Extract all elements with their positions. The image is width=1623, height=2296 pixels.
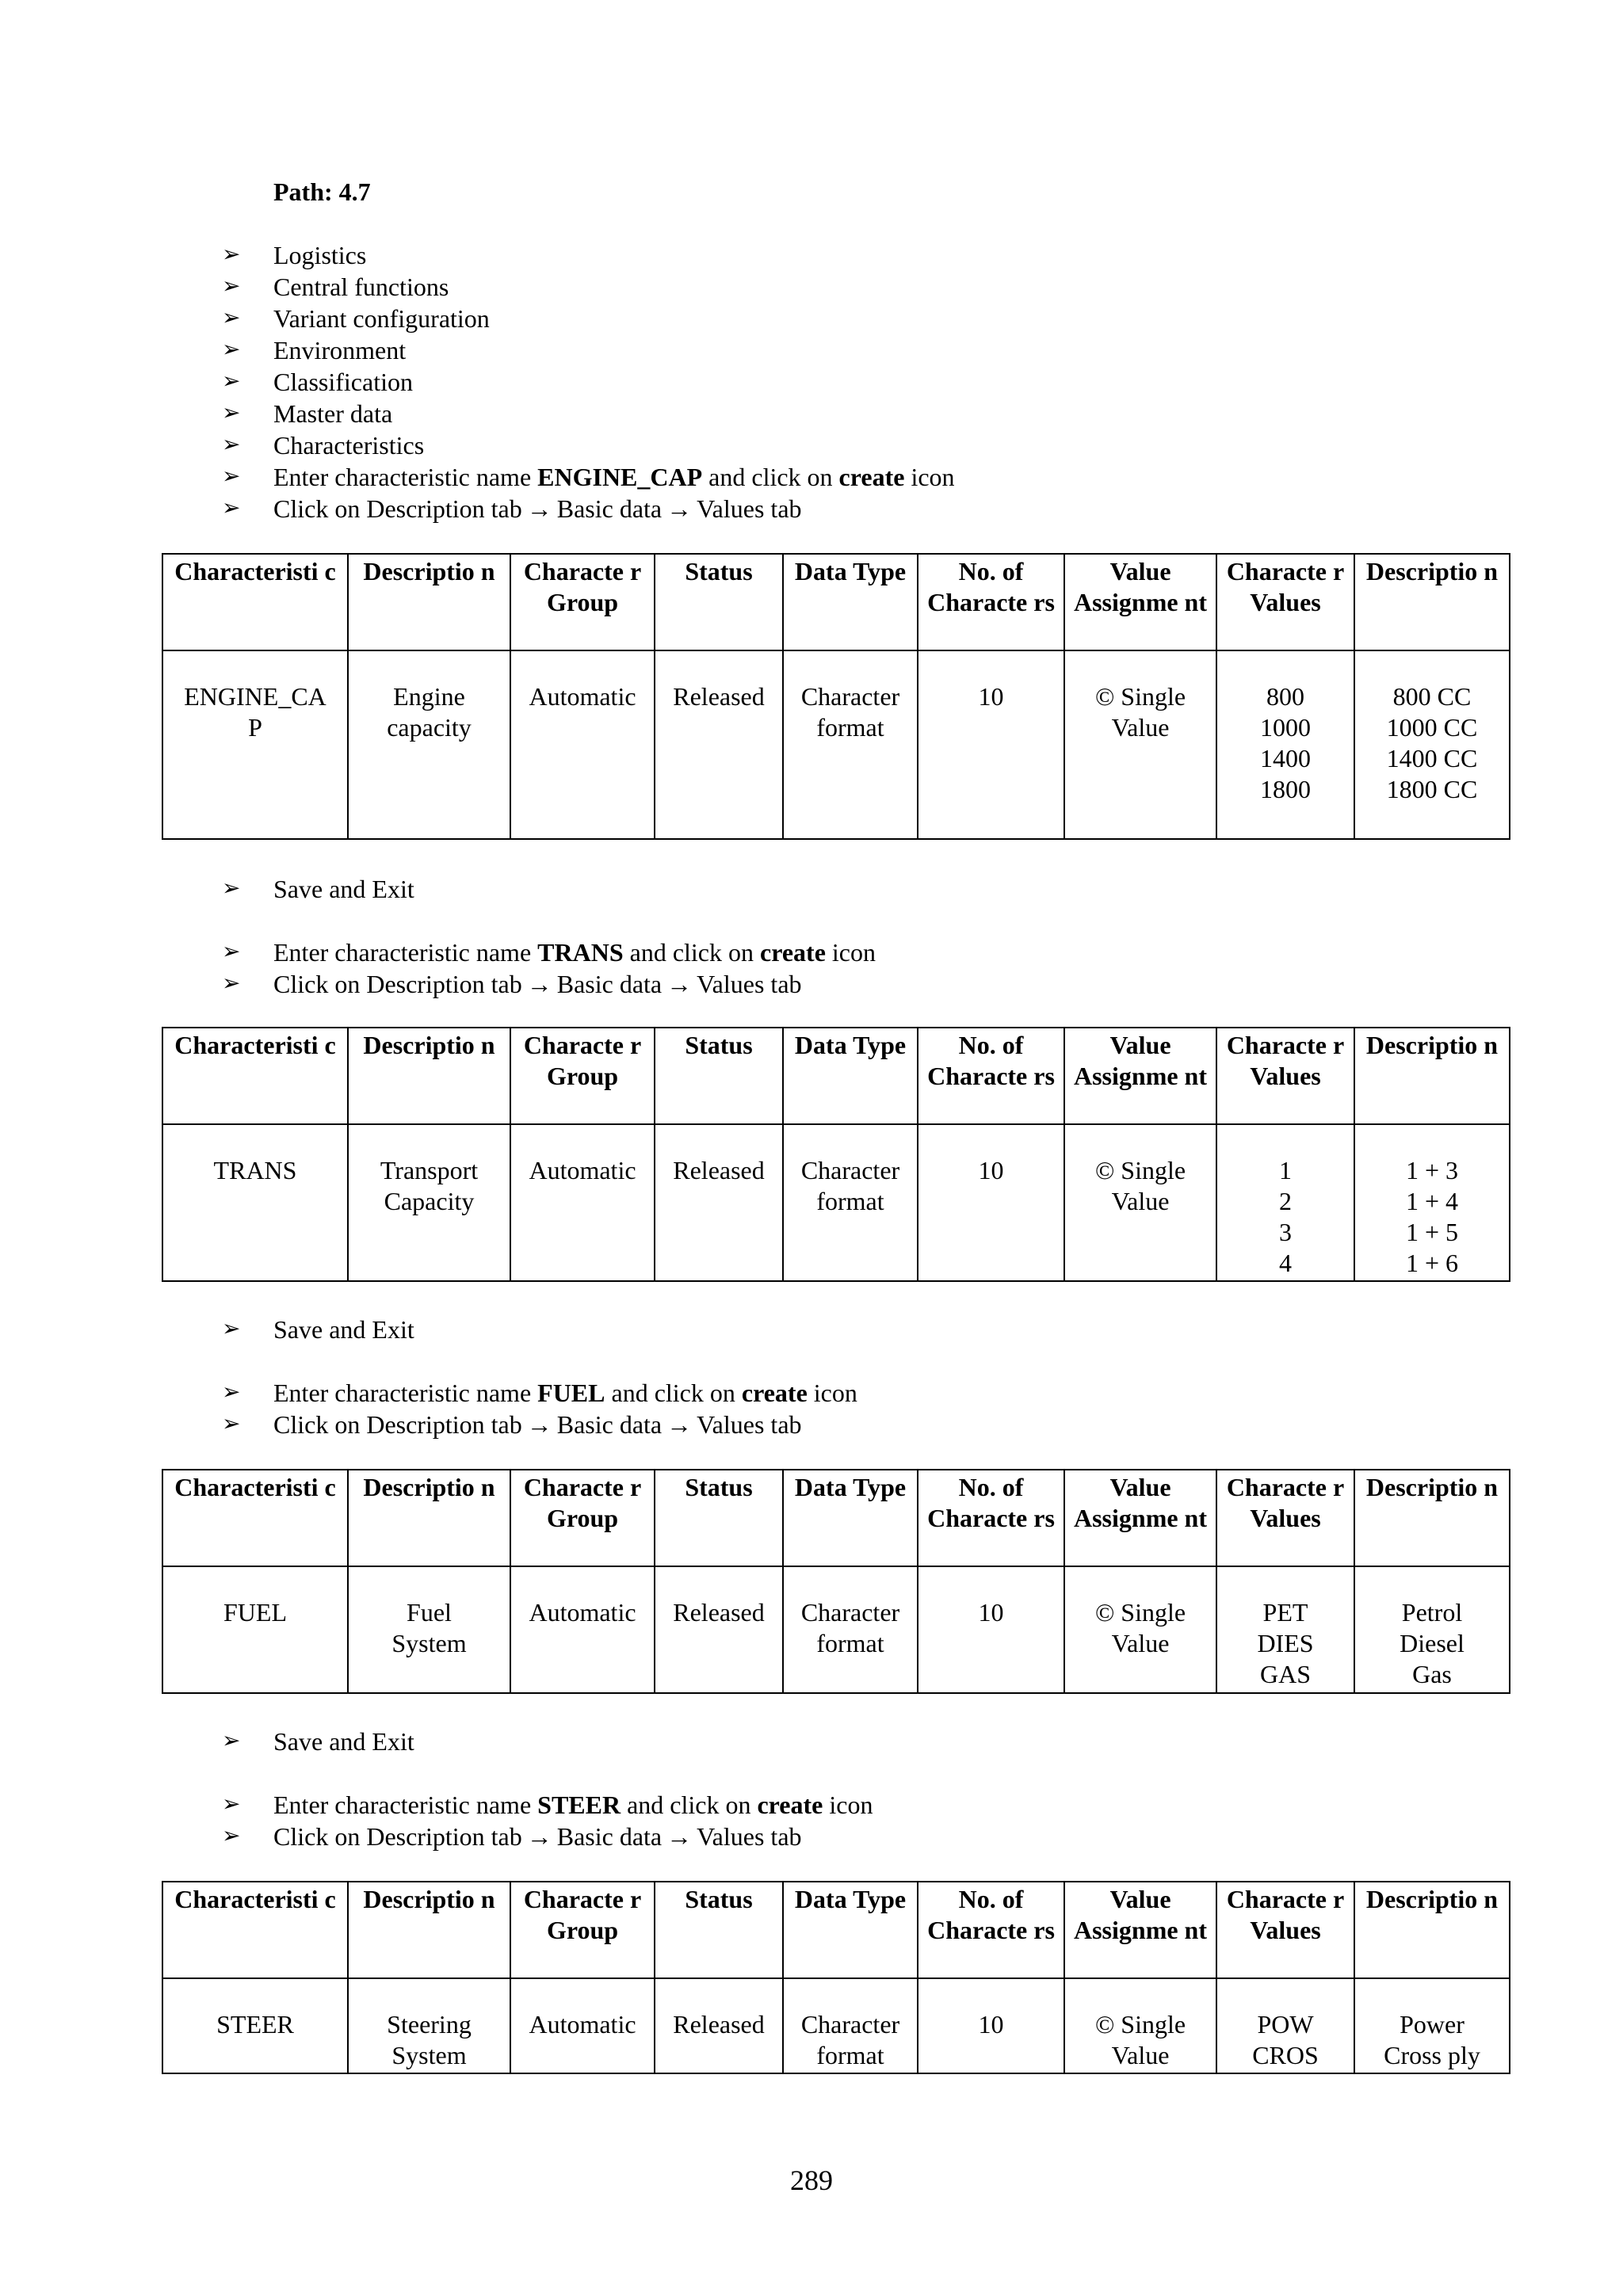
group-cell: Automatic: [510, 650, 655, 839]
assignment-cell: © Single Value: [1064, 1566, 1216, 1693]
column-header: Descriptio n: [1354, 554, 1510, 650]
status-cell: Released: [655, 1566, 783, 1693]
column-header: No. of Characte rs: [918, 1882, 1064, 1978]
description-cell: Fuel System: [348, 1566, 510, 1693]
characteristic-cell: TRANS: [162, 1124, 348, 1281]
column-header: Value Assignme nt: [1064, 1470, 1216, 1566]
section-steps-trans: [222, 936, 876, 1000]
value-description-cell: Petrol Diesel Gas: [1354, 1566, 1510, 1693]
group-cell: Automatic: [510, 1978, 655, 2073]
description-cell: Transport Capacity: [348, 1124, 510, 1281]
bullet-arrow-icon: ➢: [222, 496, 241, 521]
value-description-cell: Power Cross ply: [1354, 1978, 1510, 2073]
column-header: Status: [655, 1028, 783, 1124]
characteristic-cell: STEER: [162, 1978, 348, 2073]
column-header: Characte r Group: [510, 1470, 655, 1566]
table-row: [162, 650, 1510, 839]
page-number: 289: [790, 2164, 833, 2196]
column-header: Descriptio n: [1354, 1028, 1510, 1124]
bullet-arrow-icon: ➢: [222, 1380, 241, 1405]
bullet-arrow-icon: ➢: [222, 338, 241, 362]
column-header: Characteristi c: [162, 1028, 348, 1124]
column-header: Status: [655, 1470, 783, 1566]
column-header: Characteristi c: [162, 1470, 348, 1566]
column-header: Characteristi c: [162, 554, 348, 650]
num-chars-cell: 10: [918, 650, 1064, 839]
table-row: [162, 1978, 1510, 2073]
nav-step: ➢ Environment: [222, 336, 407, 364]
column-header: Data Type: [783, 554, 918, 650]
description-cell: Engine capacity: [348, 650, 510, 839]
values-cell: PET DIES GAS: [1216, 1566, 1354, 1693]
bullet-arrow-icon: ➢: [222, 401, 241, 425]
table-header-row: [162, 1028, 1510, 1124]
column-header: Status: [655, 1882, 783, 1978]
column-header: Descriptio n: [1354, 1882, 1510, 1978]
description-tab-step: ➢ Click on Description tab → Basic data → Values tab: [222, 970, 802, 998]
save-step: [222, 1726, 414, 1757]
save-step: [222, 873, 414, 905]
column-header: Characte r Values: [1216, 1882, 1354, 1978]
table-header-row: [162, 1882, 1510, 1978]
nav-step: ➢ Logistics: [222, 241, 367, 269]
value-description-cell: 800 CC 1000 CC 1400 CC 1800 CC: [1354, 650, 1510, 839]
right-arrow-icon: →: [526, 1822, 552, 1851]
create-characteristic-step: ➢ Enter characteristic name FUEL and click on create icon: [222, 1379, 857, 1407]
path-label: Path: 4.7: [273, 177, 371, 206]
bullet-arrow-icon: ➢: [222, 1412, 241, 1436]
column-header: No. of Characte rs: [918, 554, 1064, 650]
bullet-arrow-icon: ➢: [222, 940, 241, 964]
characteristic-table-steer: [162, 1881, 1510, 2074]
column-header: Data Type: [783, 1882, 918, 1978]
column-header: Descriptio n: [1354, 1470, 1510, 1566]
characteristic-cell: FUEL: [162, 1566, 348, 1693]
column-header: Descriptio n: [348, 1470, 510, 1566]
num-chars-cell: 10: [918, 1124, 1064, 1281]
column-header: Descriptio n: [348, 554, 510, 650]
table-row: [162, 1124, 1510, 1281]
section-steps-steer: [222, 1789, 873, 1852]
column-header: Characte r Values: [1216, 1470, 1354, 1566]
nav-step: ➢ Master data: [222, 399, 393, 428]
column-header: No. of Characte rs: [918, 1470, 1064, 1566]
column-header: Characte r Values: [1216, 1028, 1354, 1124]
data-type-cell: Character format: [783, 1566, 918, 1693]
column-header: Descriptio n: [348, 1882, 510, 1978]
right-arrow-icon: →: [526, 1410, 552, 1439]
table-row: [162, 1566, 1510, 1693]
create-characteristic-step: ➢ Enter characteristic name ENGINE_CAP and click on create icon: [222, 463, 955, 491]
right-arrow-icon: →: [666, 1822, 693, 1851]
navigation-steps: [222, 239, 955, 524]
column-header: Characte r Values: [1216, 554, 1354, 650]
description-tab-step: ➢ Click on Description tab → Basic data → Values tab: [222, 1410, 802, 1439]
column-header: Characte r Group: [510, 1882, 655, 1978]
values-cell: 800 1000 1400 1800: [1216, 650, 1354, 839]
column-header: Descriptio n: [348, 1028, 510, 1124]
assignment-cell: © Single Value: [1064, 650, 1216, 839]
bullet-arrow-icon: ➢: [222, 1792, 241, 1817]
column-header: Data Type: [783, 1470, 918, 1566]
save-and-exit-step: ➢ Save and Exit: [222, 875, 414, 903]
column-header: Characte r Group: [510, 554, 655, 650]
column-header: Data Type: [783, 1028, 918, 1124]
nav-step: ➢ Classification: [222, 368, 413, 396]
save-and-exit-step: ➢ Save and Exit: [222, 1727, 414, 1756]
bullet-arrow-icon: ➢: [222, 274, 241, 299]
values-cell: POW CROS: [1216, 1978, 1354, 2073]
column-header: Value Assignme nt: [1064, 1028, 1216, 1124]
bullet-arrow-icon: ➢: [222, 1317, 241, 1341]
right-arrow-icon: →: [666, 1410, 693, 1439]
create-characteristic-step: ➢ Enter characteristic name STEER and click on create icon: [222, 1791, 873, 1819]
create-characteristic-step: ➢ Enter characteristic name TRANS and click on create icon: [222, 938, 876, 967]
bullet-arrow-icon: ➢: [222, 464, 241, 489]
group-cell: Automatic: [510, 1124, 655, 1281]
save-and-exit-step: ➢ Save and Exit: [222, 1315, 414, 1344]
right-arrow-icon: →: [526, 970, 552, 998]
column-header: Value Assignme nt: [1064, 554, 1216, 650]
status-cell: Released: [655, 1124, 783, 1281]
bullet-arrow-icon: ➢: [222, 971, 241, 996]
assignment-cell: © Single Value: [1064, 1978, 1216, 2073]
column-header: Status: [655, 554, 783, 650]
status-cell: Released: [655, 1978, 783, 2073]
description-cell: Steering System: [348, 1978, 510, 2073]
bullet-arrow-icon: ➢: [222, 876, 241, 901]
bullet-arrow-icon: ➢: [222, 306, 241, 330]
right-arrow-icon: →: [666, 494, 693, 523]
section-steps-fuel: [222, 1377, 857, 1440]
values-cell: 1 2 3 4: [1216, 1124, 1354, 1281]
column-header: Characteristi c: [162, 1882, 348, 1978]
description-tab-step: ➢ Click on Description tab → Basic data → Values tab: [222, 1822, 802, 1851]
description-tab-step: ➢ Click on Description tab → Basic data → Values tab: [222, 494, 802, 523]
data-type-cell: Character format: [783, 1124, 918, 1281]
right-arrow-icon: →: [526, 494, 552, 523]
bullet-arrow-icon: ➢: [222, 1729, 241, 1753]
table-header-row: [162, 1470, 1510, 1566]
column-header: No. of Characte rs: [918, 1028, 1064, 1124]
characteristic-cell: ENGINE_CA P: [162, 650, 348, 839]
bullet-arrow-icon: ➢: [222, 242, 241, 267]
data-type-cell: Character format: [783, 650, 918, 839]
status-cell: Released: [655, 650, 783, 839]
nav-step: ➢ Central functions: [222, 273, 449, 301]
data-type-cell: Character format: [783, 1978, 918, 2073]
nav-step: ➢ Characteristics: [222, 431, 425, 460]
num-chars-cell: 10: [918, 1566, 1064, 1693]
characteristic-table-engine-cap: [162, 553, 1510, 840]
nav-step: ➢ Variant configuration: [222, 304, 490, 333]
group-cell: Automatic: [510, 1566, 655, 1693]
bullet-arrow-icon: ➢: [222, 369, 241, 394]
bullet-arrow-icon: ➢: [222, 433, 241, 457]
table-header-row: [162, 554, 1510, 650]
right-arrow-icon: →: [666, 970, 693, 998]
characteristic-table-fuel: [162, 1469, 1510, 1694]
num-chars-cell: 10: [918, 1978, 1064, 2073]
save-step: [222, 1314, 414, 1345]
column-header: Characte r Group: [510, 1028, 655, 1124]
column-header: Value Assignme nt: [1064, 1882, 1216, 1978]
assignment-cell: © Single Value: [1064, 1124, 1216, 1281]
characteristic-table-trans: [162, 1027, 1510, 1282]
bullet-arrow-icon: ➢: [222, 1824, 241, 1848]
value-description-cell: 1 + 3 1 + 4 1 + 5 1 + 6: [1354, 1124, 1510, 1281]
